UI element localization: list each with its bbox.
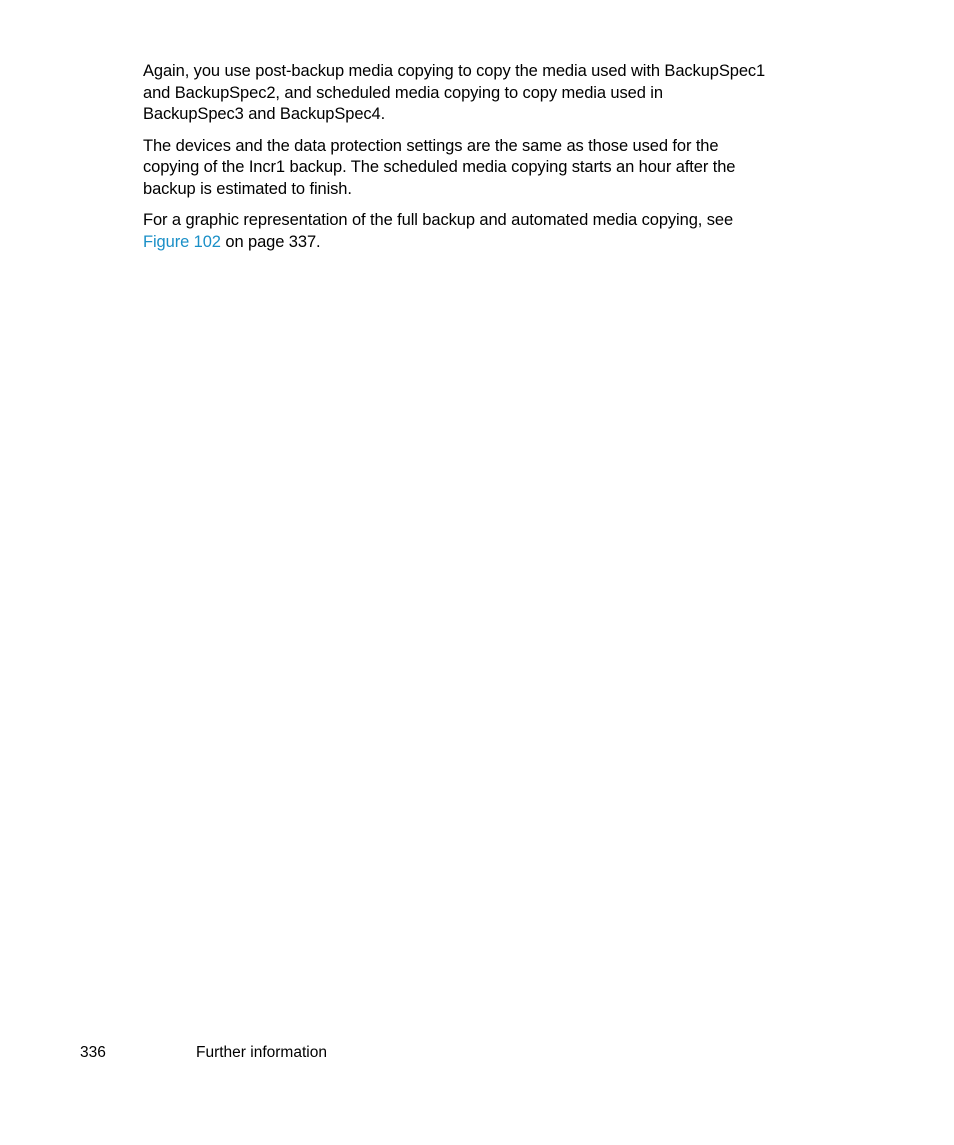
text-line: The devices and the data protection settings are the same as those used for the [143,136,719,155]
text-line: BackupSpec3 and BackupSpec4. [143,105,386,123]
paragraph-graphic-reference [143,210,803,253]
text-line: backup is estimated to finish. [143,179,352,198]
link-trailing-text: on page 337. [220,232,321,251]
page-body [143,61,803,263]
text-line: Again, you use post-backup media copying to copy the media used with BackupSpec1 [143,62,766,80]
text-line: and BackupSpec2, and scheduled media copying to copy media used in [143,83,663,102]
paragraph-devices-settings [143,136,803,201]
footer-section-title: Further information [196,1044,327,1061]
text-line: copying of the Incr1 backup. The scheduled media copying starts an hour after the [143,158,736,176]
paragraph-media-copying [143,61,803,126]
text-line [143,232,803,254]
page-number: 336 [80,1044,106,1061]
text-line: For a graphic representation of the full backup and automated media copying, see [143,211,734,229]
figure-102-link[interactable]: Figure 102 [143,232,221,251]
